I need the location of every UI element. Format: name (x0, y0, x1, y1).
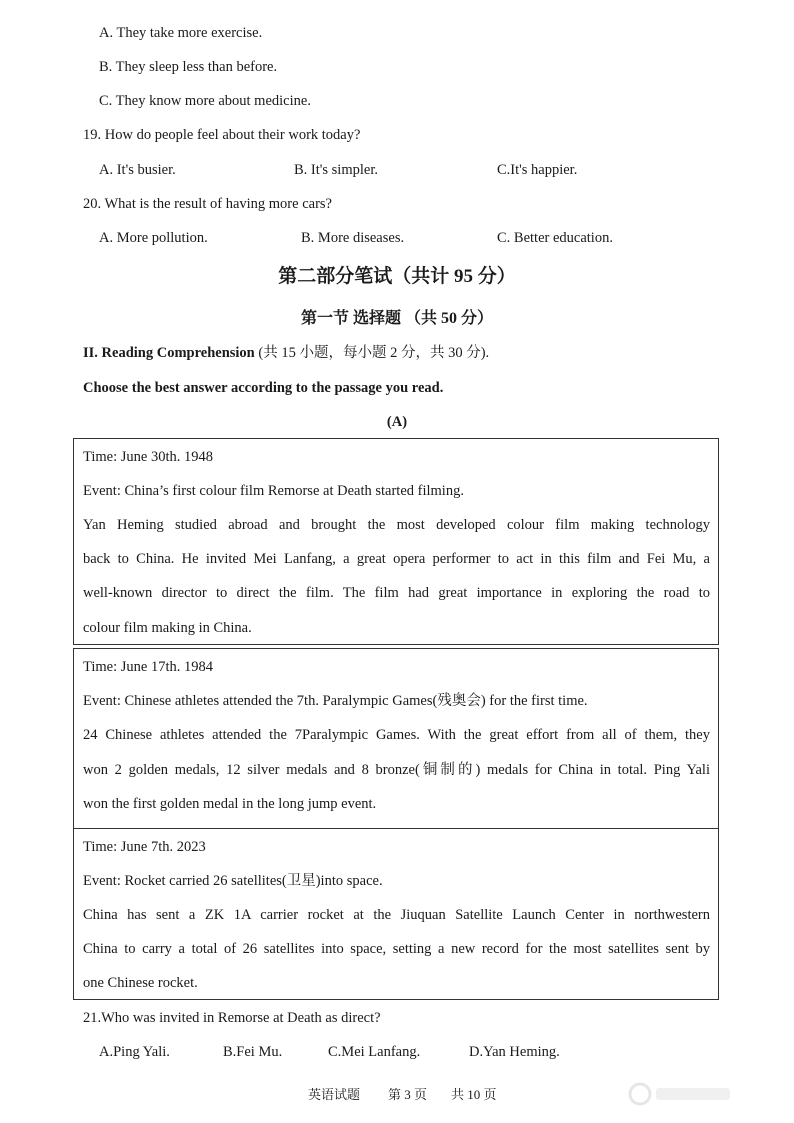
q19-stem: 19. How do people feel about their work today? (83, 127, 361, 143)
footer-subject: 英语试题 (308, 1087, 361, 1102)
q21-option-d: D.Yan Heming. (469, 1044, 560, 1060)
entry-text-line: 24 Chinese athletes attended the 7Paralympic Games. With the great effort from all of them, they (83, 727, 710, 743)
q21-option-a: A.Ping Yali. (99, 1044, 170, 1060)
entry-text-line: one Chinese rocket. (83, 975, 198, 991)
q19-option-b: B. It's simpler. (294, 162, 378, 178)
entry-text-line: won 2 golden medals, 12 silver medals and 8 bronze(铜制的) medals for China in total. Ping Yali (83, 762, 710, 778)
reading-instruction: Choose the best answer according to the passage you read. (83, 380, 444, 396)
entry-text-line: back to China. He invited Mei Lanfang, a great opera performer to act in this film and Fei Mu, a (83, 551, 710, 567)
q21-option-b: B.Fei Mu. (223, 1044, 283, 1060)
q21-option-c: C.Mei Lanfang. (328, 1044, 421, 1060)
timeline-entry-1984 (73, 648, 719, 829)
entry-text-line: China to carry a total of 26 satellites into space, setting a new record for the most satellites sent by (83, 941, 710, 957)
q18-option-a: A. They take more exercise. (99, 25, 263, 41)
reading-heading (83, 344, 489, 362)
q18-option-b: B. They sleep less than before. (99, 59, 278, 75)
q20-option-c: C. Better education. (497, 230, 613, 246)
q20-option-a: A. More pollution. (99, 230, 208, 246)
passage-label: (A) (386, 414, 408, 430)
reading-heading-note: (共 15 小题，每小题 2 分，共 30 分). (254, 345, 490, 361)
entry-text-line: colour film making in China. (83, 620, 252, 636)
section1-title: 第一节 选择题 （共 50 分） (300, 310, 493, 327)
footer-total: 共 10 页 (451, 1087, 497, 1102)
entry-text-line: China has sent a ZK 1A carrier rocket at the Jiuquan Satellite Launch Center in northwestern (83, 907, 710, 923)
q21-stem: 21.Who was invited in Remorse at Death as direct? (83, 1010, 381, 1026)
entry-event: Event: China’s first colour film Remorse at Death started filming. (83, 483, 464, 499)
reading-heading-label: II. Reading Comprehension (83, 345, 255, 361)
entry-event: Event: Chinese athletes attended the 7th. Paralympic Games(残奥会) for the first time. (83, 693, 588, 709)
entry-time: Time: June 17th. 1984 (83, 659, 213, 675)
q19-option-c: C.It's happier. (497, 162, 578, 178)
entry-text-line: won the first golden medal in the long jump event. (83, 796, 377, 812)
q20-stem: 20. What is the result of having more cars? (83, 196, 332, 212)
part2-title: 第二部分笔试（共计 95 分） (278, 266, 516, 287)
timeline-entry-2023 (73, 828, 719, 1000)
entry-time: Time: June 30th. 1948 (83, 449, 213, 465)
q18-option-c: C. They know more about medicine. (99, 93, 311, 109)
q19-option-a: A. It's busier. (99, 162, 176, 178)
entry-text-line: Yan Heming studied abroad and brought the most developed colour film making technology (83, 517, 710, 533)
entry-event: Event: Rocket carried 26 satellites(卫星)into space. (83, 873, 383, 889)
q20-option-b: B. More diseases. (301, 230, 405, 246)
watermark-logo (626, 1080, 734, 1108)
entry-text-line: well-known director to direct the film. The film had great importance in exploring the road to (83, 585, 710, 601)
footer-page: 第 3 页 (388, 1087, 428, 1102)
timeline-entry-1948 (73, 438, 719, 645)
entry-time: Time: June 7th. 2023 (83, 839, 206, 855)
